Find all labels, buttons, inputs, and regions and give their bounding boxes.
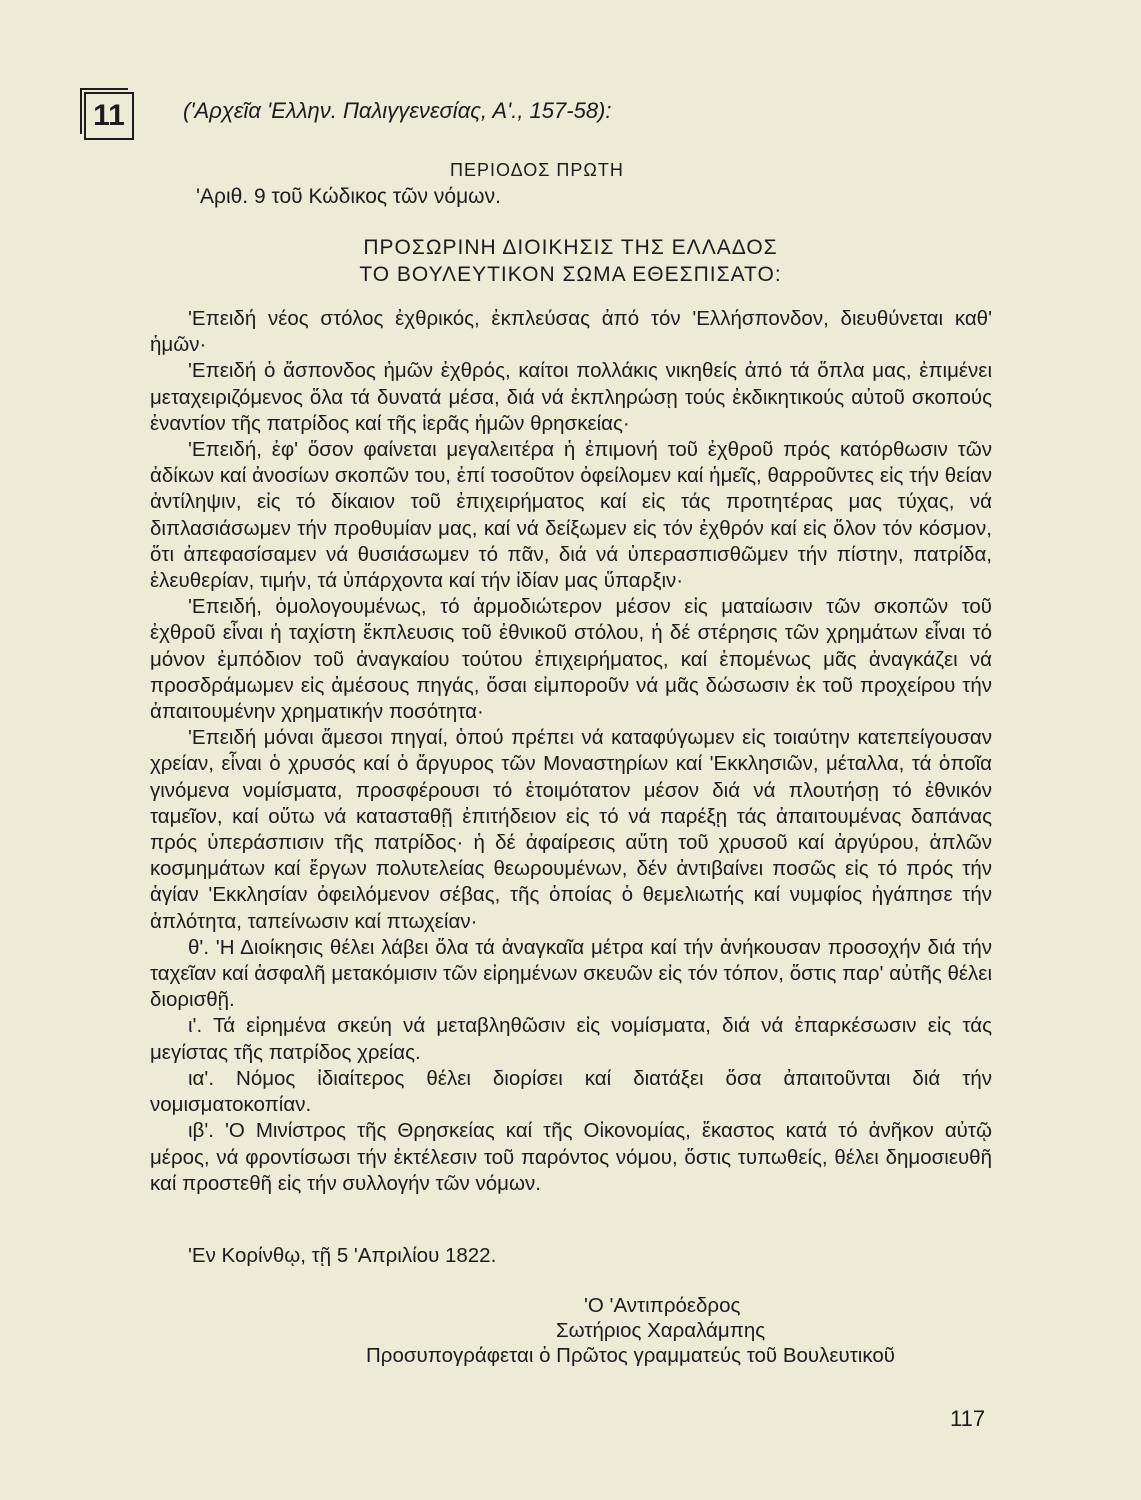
paragraph: ια'. Νόμος ἰδιαίτερος θέλει διορίσει καί διατάξει ὅσα ἀπαιτοῦνται διά τήν νομισματοκοπίαν.: [150, 1066, 992, 1117]
paragraph: ι'. Τά εἰρημένα σκεύη νά μεταβληθῶσιν εἰς νομίσματα, διά νά ἐπαρκέσωσιν εἰς τάς μεγίστας τῆς πατρίδος χρείας.: [150, 1014, 992, 1064]
signature-title: 'Ο 'Αντιπρόεδρος: [584, 1294, 741, 1317]
council-heading: ΤΟ ΒΟΥΛΕΥΤΙΚΟΝ ΣΩΜΑ ΕΘΕΣΠΙΣΑΤΟ:: [359, 263, 782, 286]
source-reference: ('Αρχεῖα 'Ελλην. Παλιγγενεσίας, Α'., 157-58):: [183, 98, 612, 123]
signature-name: Σωτήριος Χαραλάμπης: [556, 1319, 766, 1342]
law-text: [150, 306, 992, 1197]
countersignature: Προσυπογράφεται ὁ Πρῶτος γραμματεύς τοῦ Βουλευτικοῦ: [366, 1344, 895, 1367]
place-date: 'Εν Κορίνθῳ, τῇ 5 'Απριλίου 1822.: [188, 1244, 497, 1267]
paragraph: θ'. 'Η Διοίκησις θέλει λάβει ὅλα τά ἀναγκαῖα μέτρα καί τήν ἀνήκουσαν προσοχήν διά τήν ταχεῖαν καί ἀσφαλῆ μετακόμισιν τῶν εἰρημένων σκευῶν εἰς τόν τόπον, ὅστις παρ' αὐτῆς θέλει διορισθῇ.: [150, 935, 992, 1012]
paragraph: 'Επειδή ὁ ἄσπονδος ἡμῶν ἐχθρός, καίτοι πολλάκις νικηθείς ἀπό τά ὅπλα μας, ἐπιμένει μεταχειριζόμενος ὅλα τά δυνατά μέσα, διά νά ἐκπληρώσῃ τούς ἐκδικητικούς αὐτοῦ σκοπούς ἐναντίον τῆς πατρίδος καί τῆς ἱερᾶς ἡμῶν θρησκείας·: [150, 359, 992, 435]
paragraph: 'Επειδή νέος στόλος ἐχθρικός, ἐκπλεύσας ἀπό τόν 'Ελλήσπονδον, διευθύνεται καθ' ἡμῶν·: [150, 307, 992, 357]
document-number-box: 11: [84, 92, 134, 140]
code-reference: 'Αριθ. 9 τοῦ Κώδικος τῶν νόμων.: [196, 185, 501, 208]
paragraph: 'Επειδή μόναι ἄμεσοι πηγαί, ὁπού πρέπει νά καταφύγωμεν εἰς τοιαύτην κατεπείγουσαν χρείαν, εἶναι ὁ χρυσός καί ὁ ἄργυρος τῶν Μοναστηρίων καί 'Εκκλησιῶν, μέταλλα, τά ὁποῖα γινόμενα νομίσματα, προσφέρουσι τό ἑτοιμότατον μέσον διά νά πλουτήσῃ τό ἐθνικόν ταμεῖον, καί οὕτω νά κατασταθῇ ἐπιτήδειον εἰς τό νά παρέξῃ τάς ἀπαιτουμένας δαπάνας πρός ὑπεράσπισιν τῆς πατρίδος· ἡ δέ ἀφαίρεσις αὕτη τοῦ χρυσοῦ καί ἀργύρου, ἁπλῶν κοσμημάτων καί ἔργων πολυτελείας θεωρουμένων, δέν ἀντιβαίνει ποσῶς εἰς τό πρός τήν ἁγίαν 'Εκκλησίαν ὀφειλόμενον σέβας, τῆς ὁποίας ὁ θεμελιωτής καί νυμφίος ἠγάπησε τήν ἁπλότητα, ταπείνωσιν καί πτωχείαν·: [150, 726, 992, 933]
paragraph: 'Επειδή, ἐφ' ὅσον φαίνεται μεγαλειτέρα ἡ ἐπιμονή τοῦ ἐχθροῦ πρός κατόρθωσιν τῶν ἀδίκων καί ἀνοσίων σκοπῶν του, ἐπί τοσοῦτον ὀφείλομεν καί ἡμεῖς, θαρροῦντες εἰς τήν θείαν ἀντίληψιν, εἰς τό δίκαιον τοῦ ἐπιχειρήματος καί εἰς τάς προτητέρας μας τύχας, νά διπλασιάσωμεν τήν προθυμίαν μας, καί νά δείξωμεν εἰς τόν ἐχθρόν καί εἰς ὅλον τόν κόσμον, ὅτι ἀπεφασίσαμεν νά θυσιάσωμεν τό πᾶν, διά νά ὑπερασπισθῶμεν τήν πίστην, πατρίδα, ἐλευθερίαν, τιμήν, τά ὑπάρχοντα καί τήν ἰδίαν μας ὕπαρξιν·: [150, 438, 992, 593]
period-heading: ΠΕΡΙΟΔΟΣ ΠΡΩΤΗ: [450, 160, 624, 180]
page-number: 117: [950, 1406, 986, 1431]
paragraph: 'Επειδή, ὁμολογουμένως, τό ἁρμοδιώτερον μέσον εἰς ματαίωσιν τῶν σκοπῶν τοῦ ἐχθροῦ εἶναι ἡ ταχίστη ἔκπλευσις τοῦ ἐθνικοῦ στόλου, ἡ δέ στέρησις τῶν χρημάτων εἶναι τό μόνον ἐμπόδιον τοῦ ἀναγκαίου τούτου ἐπιχειρήματος, καί ἑπομένως μᾶς ἀναγκάζει νά προσδράμωμεν εἰς ἀμέσους πηγάς, ὅσαι εἰμποροῦν νά μᾶς δώσωσιν ἐκ τοῦ προχείρου τήν ἀπαιτουμένην χρηματικήν ποσότητα·: [150, 595, 992, 724]
government-heading: ΠΡΟΣΩΡΙΝΗ ΔΙΟΙΚΗΣΙΣ ΤΗΣ ΕΛΛΑΔΟΣ: [363, 236, 778, 259]
paragraph: ιβ'. 'Ο Μινίστρος τῆς Θρησκείας καί τῆς Οἰκονομίας, ἕκαστος κατά τό ἀνῆκον αὐτῷ μέρος, νά φροντίσωσι τήν ἐκτέλεσιν τοῦ παρόντος νόμου, ὅστις τυπωθείς, θέλει δημοσιευθῆ καί προστεθῆ εἰς τήν συλλογήν τῶν νόμων.: [150, 1119, 992, 1195]
